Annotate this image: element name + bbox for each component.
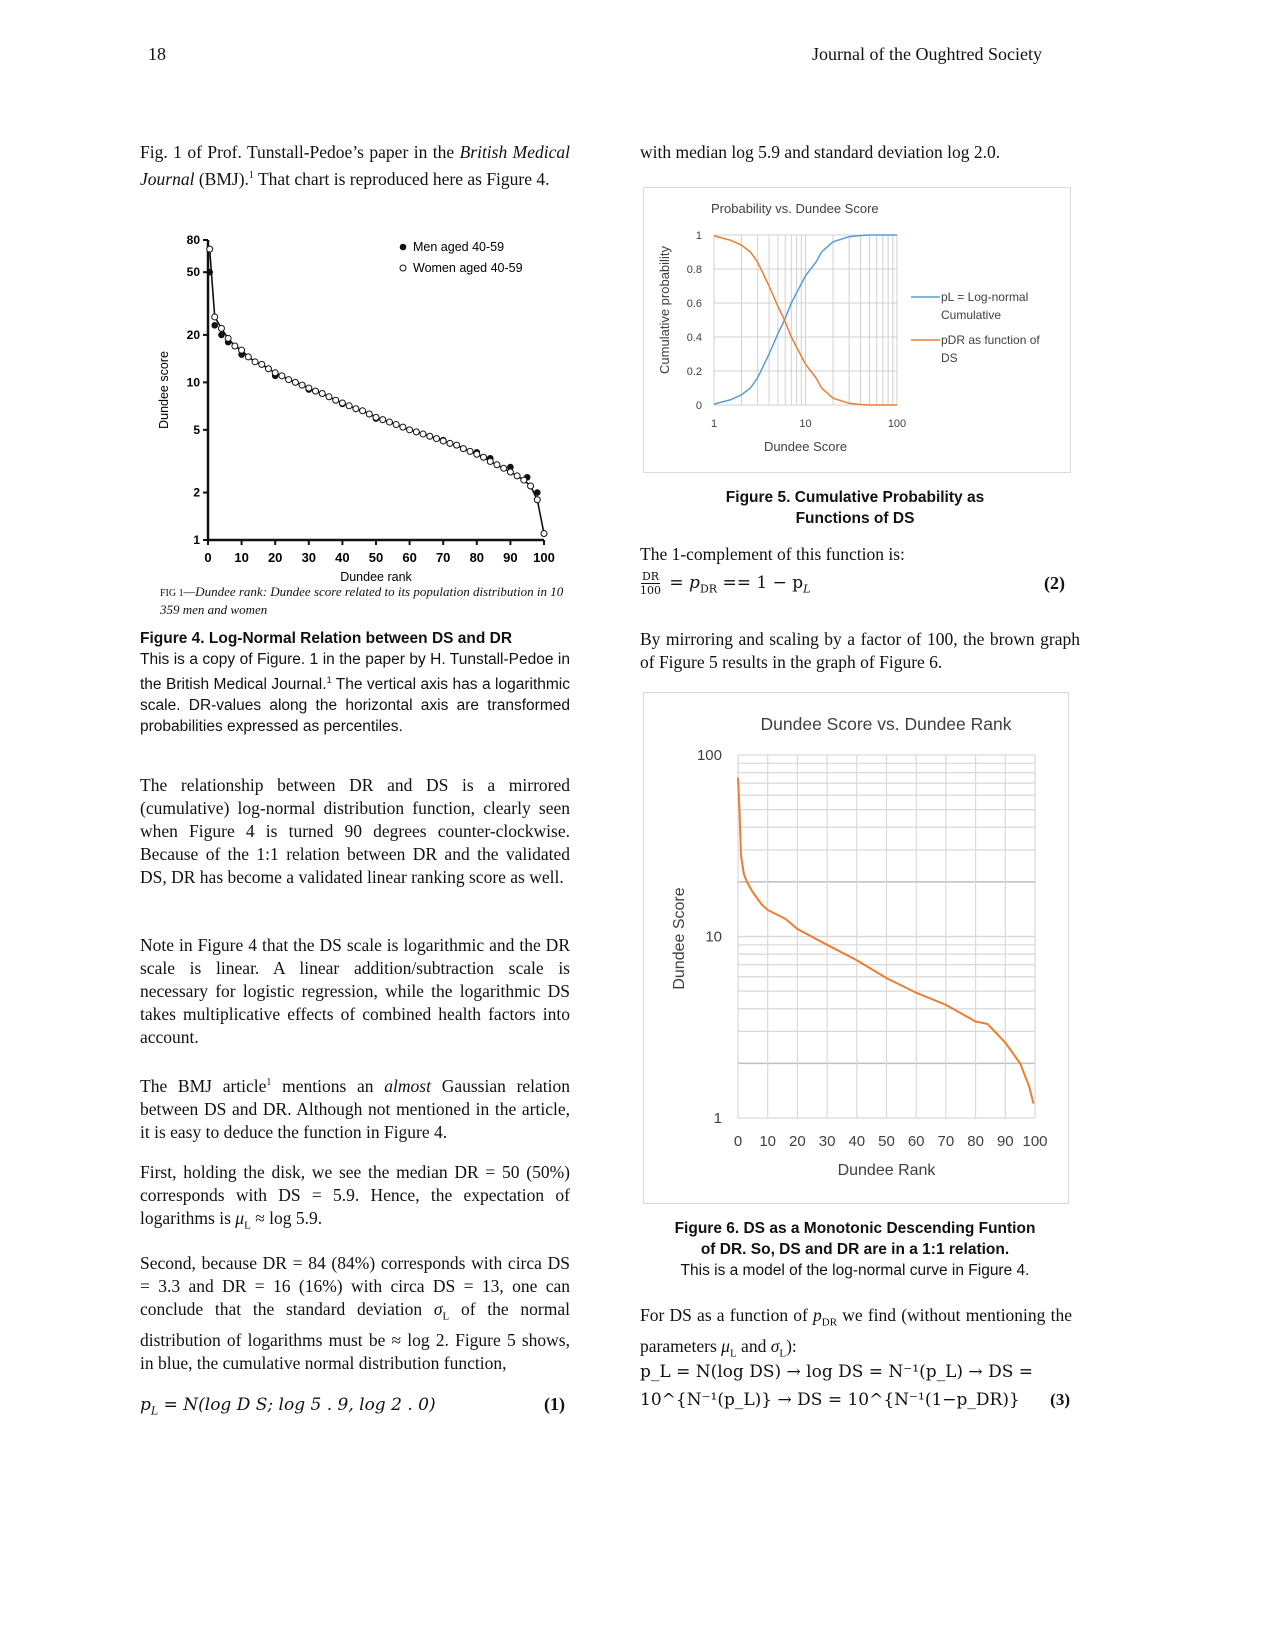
svg-text:60: 60 bbox=[907, 1133, 925, 1150]
figure-5-svg bbox=[644, 188, 1070, 472]
figure-4-desc: This is a copy of Figure. 1 in the paper by H. Tunstall-Pedoe in the British Medical Journal. bbox=[140, 651, 570, 694]
figure-6-caption bbox=[640, 1218, 1070, 1281]
paragraph-text: Note in Figure 4 that the DS scale is logarithmic and the DR scale is linear. A linear addition/subtraction scale is necessary for logistic regression, while the logarithmic DS takes multiplicative effects of combined health factors into account. bbox=[140, 935, 570, 1047]
figure-4-title: Figure 4. Log-Normal Relation between DS and DR bbox=[140, 630, 513, 647]
figure-4-desc-2: The vertical axis has a logarithmic scale. DR-values along the horizontal axis are transformed probabilities expressed as percentiles. bbox=[140, 676, 570, 736]
svg-text:1: 1 bbox=[713, 1110, 722, 1127]
figure-4-chart bbox=[150, 228, 580, 623]
svg-text:70: 70 bbox=[937, 1133, 955, 1150]
paragraph-scales bbox=[140, 934, 570, 1049]
footnote-ref: 1 bbox=[248, 170, 254, 181]
fraction bbox=[640, 570, 661, 597]
denominator: 100 bbox=[640, 584, 661, 597]
svg-text:90: 90 bbox=[996, 1133, 1014, 1150]
svg-text:1: 1 bbox=[695, 230, 702, 242]
text: we find (without mentioning the parameters bbox=[640, 1305, 1072, 1356]
paragraph-bmj bbox=[140, 1071, 570, 1144]
svg-text:Dundee Score: Dundee Score bbox=[671, 887, 688, 990]
eq-sub: DR bbox=[699, 582, 718, 596]
text: ≈ log 5.9. bbox=[250, 1208, 323, 1228]
svg-text:0: 0 bbox=[733, 1133, 743, 1150]
svg-text:pDR as function of: pDR as function of bbox=[941, 333, 1040, 347]
svg-text:80: 80 bbox=[469, 550, 485, 565]
footnote-ref: 1 bbox=[266, 1077, 272, 1088]
svg-text:10: 10 bbox=[705, 928, 722, 946]
paragraph-median-std bbox=[640, 141, 1080, 164]
eq-rhs: = p bbox=[664, 573, 700, 593]
svg-text:10: 10 bbox=[799, 418, 812, 430]
svg-text:5: 5 bbox=[193, 422, 200, 437]
text: Gaussian relation between DS and DR. Although not mentioned in the article, it is easy to deduce the function in Figure 4. bbox=[140, 1075, 571, 1142]
text: First, holding the disk, we see the median DR = 50 (50%) corresponds with DS = 5.9. Hence, the expectation of logarithms is bbox=[140, 1162, 570, 1228]
orig-caption-text: —Dundee rank: Dundee score related to its population distribution in 10 359 men and women bbox=[160, 584, 564, 617]
figure-6-title-2: of DR. So, DS and DR are in a 1:1 relation. bbox=[700, 1241, 1010, 1258]
paragraph-text: with median log 5.9 and standard deviation log 2.0. bbox=[640, 142, 1001, 162]
figure-5-caption bbox=[640, 487, 1070, 529]
text: ): bbox=[786, 1335, 797, 1356]
paragraph-text: By mirroring and scaling by a factor of 100, the brown graph of Figure 5 results in the graph of Figure 6. bbox=[640, 629, 1080, 672]
svg-text:Dundee score: Dundee score bbox=[157, 351, 171, 429]
paragraph-median bbox=[140, 1161, 570, 1238]
equation-number: (1) bbox=[544, 1394, 565, 1414]
svg-text:1: 1 bbox=[710, 418, 718, 430]
equation-1 bbox=[140, 1394, 565, 1417]
svg-text:10: 10 bbox=[186, 375, 200, 390]
svg-text:0: 0 bbox=[695, 400, 702, 412]
subscript: L bbox=[779, 1347, 787, 1359]
svg-text:50: 50 bbox=[878, 1133, 895, 1150]
svg-text:30: 30 bbox=[301, 550, 317, 565]
paragraph-ds-function bbox=[640, 1304, 1072, 1365]
svg-text:Dundee Rank: Dundee Rank bbox=[837, 1162, 936, 1179]
subscript: L bbox=[244, 1219, 251, 1232]
svg-text:80: 80 bbox=[967, 1133, 984, 1150]
sigma-symbol: σ bbox=[770, 1335, 780, 1356]
emphasis: almost bbox=[384, 1075, 431, 1096]
equation-3-line-2: 10^{N⁻¹(p_L)} → DS = 10^{N⁻¹(1−p_DR)} bbox=[640, 1390, 1020, 1410]
paragraph-stddev bbox=[140, 1252, 570, 1375]
svg-text:100: 100 bbox=[1022, 1133, 1048, 1150]
svg-text:40: 40 bbox=[335, 550, 350, 565]
mu-symbol: μ bbox=[235, 1208, 245, 1228]
figure-4-svg bbox=[150, 228, 580, 623]
paragraph-text: The relationship between DR and DS is a mirrored (cumulative) log-normal distribution function, clearly seen when Figure 4 is turned 90 degrees counter-clockwise. Because of the 1:1 relation between DR and the validated DS, DR has become a validated linear ranking score as well. bbox=[140, 775, 570, 887]
text: Second, because DR = 84 (84%) corresponds with circa DS = 3.3 and DR = 16 (16%) with circa DS = 13, one can conclude that the standard deviation bbox=[140, 1253, 570, 1319]
intro-text-3: That chart is reproduced here as Figure 4. bbox=[253, 168, 550, 189]
svg-text:20: 20 bbox=[186, 327, 200, 342]
p-symbol: p bbox=[813, 1305, 822, 1325]
svg-text:30: 30 bbox=[818, 1133, 836, 1150]
eq-sub: L bbox=[803, 582, 811, 596]
footnote-ref: 1 bbox=[326, 675, 332, 685]
figure-4-caption bbox=[140, 628, 570, 737]
text: of the normal distribution of logarithms must be ≈ log 2. Figure 5 shows, in blue, the cumulative normal distribution function, bbox=[140, 1299, 570, 1373]
mu-symbol: μ bbox=[721, 1335, 730, 1356]
svg-text:40: 40 bbox=[848, 1133, 866, 1150]
eq-sub: L bbox=[150, 1404, 159, 1418]
figure-5-chart bbox=[643, 187, 1071, 473]
equation-3 bbox=[640, 1358, 1070, 1414]
orig-caption-prefix: FIG 1 bbox=[160, 588, 184, 599]
figure-6-title-1: Figure 6. DS as a Monotonic Descending Funtion bbox=[674, 1220, 1036, 1237]
svg-text:90: 90 bbox=[503, 550, 518, 565]
equation-number: (3) bbox=[1050, 1390, 1070, 1409]
intro-text-2: (BMJ). bbox=[194, 168, 249, 189]
svg-text:20: 20 bbox=[267, 550, 283, 565]
svg-text:Dundee Score: Dundee Score bbox=[763, 439, 848, 454]
eq-lhs: p bbox=[140, 1395, 151, 1415]
figure-6-svg bbox=[644, 693, 1068, 1203]
paragraph-mirroring bbox=[640, 628, 1080, 674]
svg-text:20: 20 bbox=[789, 1133, 806, 1150]
svg-text:2: 2 bbox=[193, 485, 200, 500]
page-number: 18 bbox=[148, 44, 166, 64]
svg-text:100: 100 bbox=[533, 550, 555, 565]
svg-text:DS: DS bbox=[941, 351, 958, 365]
svg-text:Cumulative probability: Cumulative probability bbox=[657, 246, 672, 374]
svg-text:50: 50 bbox=[368, 550, 384, 565]
sigma-symbol: σ bbox=[433, 1299, 443, 1319]
svg-text:70: 70 bbox=[435, 550, 451, 565]
figure-6-desc: This is a model of the log-normal curve in Figure 4. bbox=[680, 1262, 1030, 1279]
svg-text:0.4: 0.4 bbox=[686, 332, 702, 344]
text: mentions an bbox=[271, 1075, 385, 1096]
equation-3-line-1: p_L = N(log DS) → log DS = N⁻¹(p_L) → DS = bbox=[640, 1362, 1034, 1382]
svg-text:Cumulative: Cumulative bbox=[941, 308, 1002, 322]
paragraph-text: The 1-complement of this function is: bbox=[640, 544, 905, 564]
eq-rhs: = N(log D S; log 5 . 9, log 2 . 0) bbox=[158, 1395, 436, 1415]
running-header: Journal of the Oughtred Society bbox=[812, 44, 1042, 64]
text: The BMJ article bbox=[140, 1075, 267, 1096]
svg-text:Women aged 40-59: Women aged 40-59 bbox=[413, 261, 523, 275]
svg-text:0: 0 bbox=[204, 550, 212, 565]
svg-text:10: 10 bbox=[234, 550, 249, 565]
text: For DS as a function of bbox=[640, 1305, 814, 1325]
journal-name: British Medical Journal bbox=[140, 142, 570, 189]
paragraph-relationship bbox=[140, 774, 570, 889]
svg-text:Dundee rank: Dundee rank bbox=[340, 570, 412, 584]
svg-text:60: 60 bbox=[402, 550, 417, 565]
svg-text:0.2: 0.2 bbox=[686, 366, 702, 378]
svg-text:10: 10 bbox=[759, 1133, 777, 1150]
paragraph-complement bbox=[640, 543, 1080, 566]
figure-5-title-2: Functions of DS bbox=[795, 510, 915, 527]
svg-text:0.6: 0.6 bbox=[686, 298, 702, 310]
subscript: L bbox=[729, 1347, 737, 1359]
subscript: DR bbox=[821, 1316, 838, 1329]
subscript: L bbox=[442, 1310, 450, 1323]
eq-rhs-2: == 1 − p bbox=[717, 573, 804, 593]
left-intro bbox=[140, 141, 570, 191]
svg-text:100: 100 bbox=[696, 747, 722, 764]
svg-text:100: 100 bbox=[887, 418, 907, 430]
svg-text:pL = Log-normal: pL = Log-normal bbox=[941, 290, 1029, 304]
figure-4-original-caption bbox=[160, 584, 570, 618]
numerator: DR bbox=[641, 570, 660, 583]
svg-text:50: 50 bbox=[186, 265, 200, 280]
figure-5-title-1: Figure 5. Cumulative Probability as bbox=[725, 489, 985, 506]
svg-text:1: 1 bbox=[193, 533, 200, 547]
svg-text:Dundee Score vs. Dundee Rank: Dundee Score vs. Dundee Rank bbox=[760, 714, 1012, 734]
equation-number: (2) bbox=[1044, 573, 1065, 593]
figure-6-chart bbox=[643, 692, 1069, 1204]
equation-2 bbox=[640, 570, 1065, 597]
svg-text:Probability vs. Dundee Score: Probability vs. Dundee Score bbox=[711, 201, 879, 216]
svg-text:80: 80 bbox=[186, 233, 200, 247]
text: and bbox=[736, 1335, 771, 1356]
intro-text: Fig. 1 of Prof. Tunstall-Pedoe’s paper in the bbox=[140, 142, 460, 162]
svg-text:Men aged 40-59: Men aged 40-59 bbox=[413, 240, 505, 254]
svg-text:0.8: 0.8 bbox=[686, 264, 702, 276]
